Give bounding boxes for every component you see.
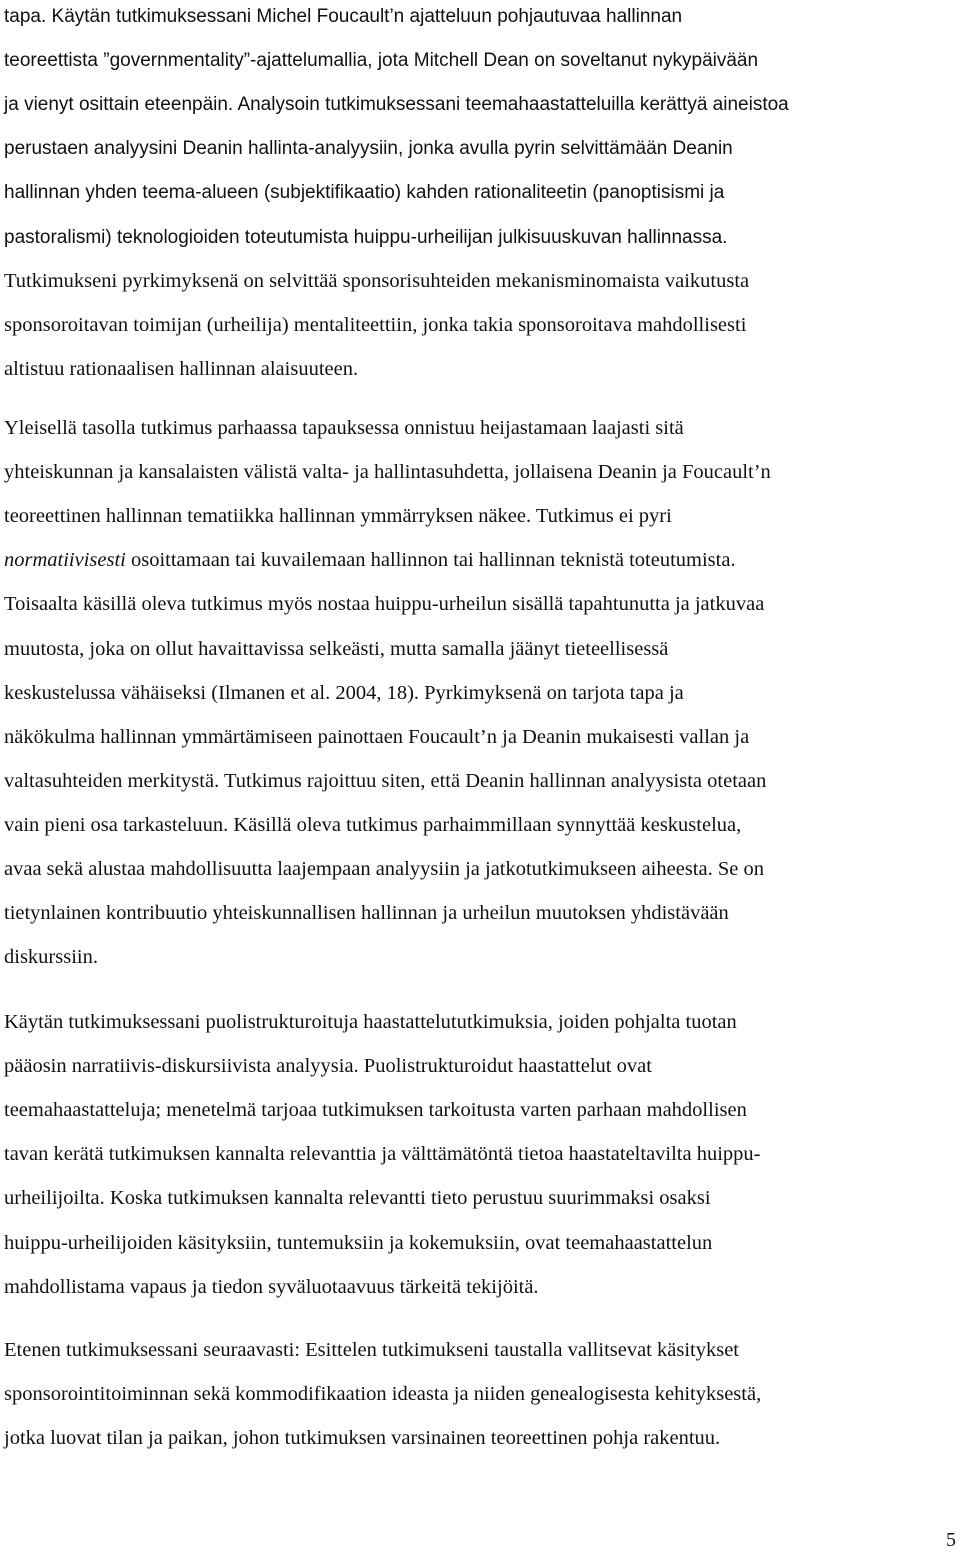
text-line [4, 224, 727, 250]
page-number: 5 [946, 1529, 956, 1551]
text-run: altistuu rationaalisen hallinnan alaisuuteen. [4, 357, 359, 380]
text-run: muutosta, joka on ollut havaittavissa selkeästi, mutta samalla jäänyt tieteellisessä [4, 637, 669, 660]
text-line [4, 591, 764, 617]
text-run: perustaen analyysini Deanin hallinta-analyysiin, jonka avulla pyrin selvittämään Deanin [4, 138, 733, 160]
text-run: teemahaastatteluja; menetelmä tarjoaa tutkimuksen tarkoitusta varten parhaan mahdollisen [4, 1099, 747, 1122]
text-line [4, 1274, 539, 1300]
text-run: osoittamaan tai kuvailemaan hallinnon tai hallinnan teknistä toteutumista. [125, 549, 736, 572]
text-run: ja vienyt osittain eteenpäin. [4, 94, 238, 116]
text-line [4, 1185, 711, 1211]
text-run: Etenen tutkimuksessani seuraavasti: Esittelen tutkimukseni taustalla vallitsevat käsitykset [4, 1339, 739, 1361]
text-run: näkökulma hallinnan ymmärtämiseen painottaen Foucault’n ja Deanin mukaisesti vallan ja [4, 725, 750, 748]
text-run: Toisaalta käsillä oleva tutkimus myös nostaa huippu-urheilun sisällä tapahtunutta ja jatkuvaa [4, 593, 765, 616]
text-run: teoreettista ”governmentality”-ajattelumallia, jota Mitchell Dean on soveltanut nykypäivään [4, 50, 759, 72]
text-run: Analysoin tutkimuksessani teemahaastatteluilla kerättyä aineistoa [237, 94, 789, 116]
text-line [4, 3, 682, 29]
text-run: Käytän tutkimuksessani puolistrukturoituja haastattelututkimuksia, joiden pohjalta tuotan [4, 1011, 737, 1033]
text-line [4, 547, 736, 573]
text-line [4, 1009, 737, 1035]
text-run: pastoralismi) teknologioiden toteutumista huippu-urheilijan julkisuuskuvan hallinnassa. [4, 226, 728, 248]
text-run: teoreettinen hallinnan tematiikka hallinnan ymmärryksen näkee. Tutkimus ei pyri [4, 505, 672, 528]
text-run: mahdollistama vapaus ja tiedon syväluotaavuus tärkeitä tekijöitä. [4, 1275, 539, 1298]
text-run: pääosin narratiivis-diskursiivista analyysia. Puolistrukturoidut haastattelut ovat [4, 1055, 652, 1078]
text-run: Tutkimukseni pyrkimyksenä on selvittää sponsorisuhteiden mekanisminomaista vaikutusta [4, 269, 750, 292]
text-line [4, 636, 668, 662]
text-line [4, 768, 766, 794]
text-line [4, 1141, 761, 1167]
text-line [4, 856, 764, 882]
text-run: diskurssiin. [4, 946, 98, 969]
text-run: huippu-urheilijoiden käsityksiin, tuntemuksiin ja kokemuksiin, ovat teemahaastattelun [4, 1231, 713, 1254]
text-line [4, 1337, 739, 1363]
text-line [4, 135, 733, 161]
text-line [4, 47, 758, 73]
text-run: hallinnan yhden teema-alueen (subjektifikaatio) kahden rationaliteetin (panoptisismi ja [4, 182, 725, 204]
text-run: jotka luovat tilan ja paikan, johon tutkimuksen varsinainen teoreettinen pohja rakentuu. [4, 1427, 721, 1450]
text-line [4, 91, 789, 117]
text-run: yhteiskunnan ja kansalaisten välistä valta- ja hallintasuhdetta, jollaisena Deanin ja Foucault’n [4, 461, 771, 484]
text-line [4, 503, 672, 529]
text-run: keskustelussa vähäiseksi (Ilmanen et al. 2004, 18). Pyrkimyksenä on tarjota tapa ja [4, 681, 684, 704]
italic-text: normatiivisesti [4, 549, 126, 572]
text-line [4, 1097, 747, 1123]
text-run: tietynlainen kontribuutio yhteiskunnallisen hallinnan ja urheilun muutoksen yhdistävään [4, 902, 729, 925]
text-line [4, 356, 358, 382]
text-line [4, 268, 749, 294]
text-run: sponsorointitoiminnan sekä kommodifikaation ideasta ja niiden genealogisesta kehityksestä, [4, 1383, 762, 1406]
text-run: tavan kerätä tutkimuksen kannalta relevanttia ja välttämätöntä tietoa haastateltavilta huippu- [4, 1143, 761, 1166]
text-run: vain pieni osa tarkasteluun. Käsillä oleva tutkimus parhaimmillaan synnyttää keskustelua, [4, 813, 742, 836]
text-run: tapa. Käytän tutkimuksessani Michel Foucault’n ajatteluun pohjautuvaa hallinnan [4, 6, 683, 27]
text-line [4, 900, 729, 926]
text-run: urheilijoilta. Koska tutkimuksen kannalta relevantti tieto perustuu suurimmaksi osaksi [4, 1187, 711, 1210]
text-line [4, 1230, 712, 1256]
text-line [4, 179, 724, 205]
text-line [4, 415, 684, 441]
text-line [4, 944, 98, 970]
text-line [4, 812, 741, 838]
text-line [4, 459, 771, 485]
text-line [4, 1053, 652, 1079]
text-line [4, 312, 746, 338]
text-line [4, 1381, 761, 1407]
text-run: Yleisellä tasolla tutkimus parhaassa tapauksessa onnistuu heijastamaan laajasti sitä [4, 417, 684, 439]
text-line [4, 680, 684, 706]
text-line [4, 1425, 720, 1451]
text-run: valtasuhteiden merkitystä. Tutkimus rajoittuu siten, että Deanin hallinnan analyysista otetaan [4, 769, 767, 792]
text-line [4, 724, 749, 750]
text-run: sponsoroitavan toimijan (urheilija) mentaliteettiin, jonka takia sponsoroitava mahdollisesti [4, 313, 747, 336]
text-run: avaa sekä alustaa mahdollisuutta laajempaan analyysiin ja jatkotutkimukseen aiheesta. Se on [4, 858, 764, 880]
